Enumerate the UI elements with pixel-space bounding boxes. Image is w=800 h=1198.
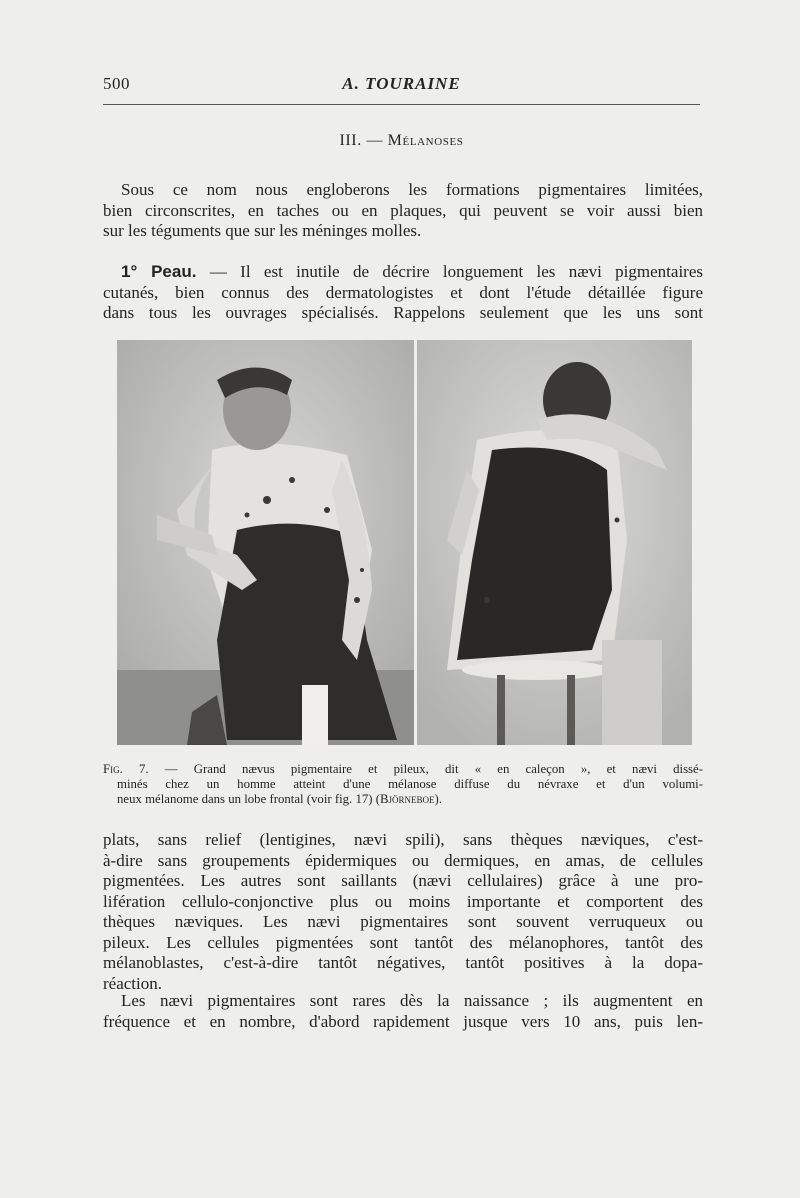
text-line: plats, sans relief (lentigines, nævi spili), sans thèques næviques, c'est- [103,830,703,849]
text-line: bien circonscrites, en taches ou en plaques, qui peuvent se voir aussi bien [103,200,703,220]
text-line: dans tous les ouvrages spécialisés. Rappelons seulement que les uns sont [103,303,703,322]
caption-run: neux mélanome dans un lobe frontal (voir fig. 17) ( [117,792,380,806]
caption-line [103,762,703,777]
text-line: Sous ce nom nous engloberons les formations pigmentaires limitées, [121,180,703,199]
text-line: mélanoblastes, c'est-à-dire tantôt négatives, tantôt positives à la dopa- [103,953,703,972]
text-line: cutanés, bien connus des dermatologistes et dont l'étude détaillée figure [103,282,703,302]
photo-patient-front [117,340,414,745]
caption-line [103,792,703,807]
paragraph-naevi-types [103,830,703,994]
text-line [103,262,703,283]
text-line: pileux. Les cellules pigmentées sont tantôt des mélanophores, tantôt des [103,932,703,952]
text-line: fréquence et en nombre, d'abord rapidement jusque vers 10 ans, puis len- [103,1011,703,1031]
section-dash: — [366,132,384,149]
text-line: thèques næviques. Les nævi pigmentaires sont souvent verruqueux ou [103,912,703,931]
text-line: sur les téguments que sur les méninges molles. [103,221,422,240]
section-title-text: Mélanoses [387,132,464,149]
text-line: réaction. [103,973,162,993]
text-line: à-dire sans groupements épidermiques ou dermiques, en amas, de cellules [103,850,703,870]
text-line: Les nævi pigmentaires sont rares dès la naissance ; ils augmentent en [121,991,703,1010]
text-line: lifération cellulo-conjonctive plus ou moins importante et comportent des [103,891,703,911]
photo-patient-back [417,340,692,745]
caption-run: — Grand nævus pigmentaire et pileux, dit « en caleçon », et nævi dissé- [148,762,703,776]
section-heading [103,132,700,150]
figure-7 [117,340,692,745]
caption-line: minés chez un homme atteint d'une mélanose diffuse du névraxe et d'un volumi- [117,777,703,791]
text-run: — Il est inutile de décrire longuement les nævi pigmentaires [196,262,703,281]
page-number: 500 [103,74,130,93]
caption-run: ). [434,792,442,806]
page-header [103,74,700,98]
section-numeral: III. [339,132,362,149]
subsection-lead: 1° Peau. [121,262,197,281]
paragraph-intro [103,180,703,242]
paragraph-frequency [103,991,703,1032]
figure-label: Fig. 7. [103,762,149,776]
figure-credit: Björneboe [379,792,435,806]
header-rule [103,104,700,105]
figure-caption [103,762,703,807]
text-line: pigmentées. Les autres sont saillants (nævi cellulaires) grâce à une pro- [103,871,703,890]
running-title: A. TOURAINE [342,74,461,93]
paragraph-peau [103,262,703,324]
